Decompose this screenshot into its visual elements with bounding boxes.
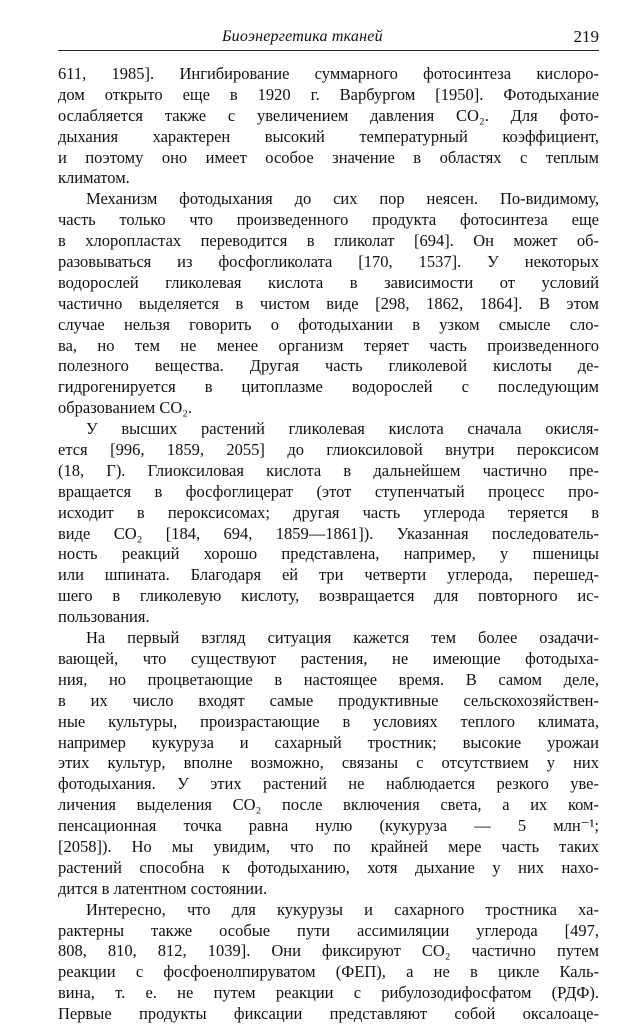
text-line: ные культуры, произрастающие в условиях теплого климата, xyxy=(58,711,599,731)
text-line: полезного вещества. Другая часть гликолевой кислоты де- xyxy=(58,356,599,376)
text-line: Интересно, что для кукурузы и сахарного тростника ха- xyxy=(86,899,599,919)
text-line: случае нельзя говорить о фотодыхании в узком смысле сло- xyxy=(58,314,599,334)
text-line: разовываться из фосфогликолата [170, 1537]. У некоторых xyxy=(58,252,599,272)
text-line: дыхания характерен высокий температурный коэффициент, xyxy=(58,126,599,146)
text-line: климатом. xyxy=(58,168,130,188)
text-line: растений способна к фотодыханию, хотя дыхание у них нахо- xyxy=(58,857,599,877)
page-number: 219 xyxy=(573,27,599,46)
text-line: 611, 1985]. Ингибирование суммарного фотосинтеза кислоро- xyxy=(58,64,599,83)
text-line: дится в латентном состоянии. xyxy=(58,878,268,898)
text-line: образованием CO₂. xyxy=(58,398,193,418)
text-line: шего в гликолевую кислоту, возвращается для повторного ис- xyxy=(58,586,599,606)
text-line: фотодыхания. У этих растений не наблюдается резкого уве- xyxy=(58,774,599,794)
text-line: и поэтому оно имеет особое значение в областях с теплым xyxy=(58,147,599,167)
text-line: дом открыто еще в 1920 г. Варбургом [1950]. Фотодыхание xyxy=(58,84,599,104)
text-line: 808, 810, 812, 1039]. Они фиксируют CO₂ частично путем xyxy=(58,941,599,961)
text-line: У высших растений гликолевая кислота сначала окисля- xyxy=(86,419,599,439)
text-line: частично выделяется в чистом виде [298, 1862, 1864]. В этом xyxy=(58,293,599,313)
text-line: в хлоропластах переводится в гликолат [694]. Он может об- xyxy=(58,231,599,251)
running-title: Биоэнергетика тканей xyxy=(222,28,383,45)
text-line: ность реакций хорошо представлена, например, у пшеницы xyxy=(58,544,599,564)
text-line: часть только что произведенного продукта фотосинтеза еще xyxy=(58,210,599,230)
text-line: Первые продукты фиксации представляют собой оксалоаце- xyxy=(58,1004,599,1024)
text-line: Механизм фотодыхания до сих пор неясен. По-видимому, xyxy=(86,189,599,209)
text-line: исходит в пероксисомах; другая часть углерода теряется в xyxy=(58,502,599,522)
text-line: (18, Г). Глиоксиловая кислота в дальнейшем частично пре- xyxy=(58,460,599,480)
text-line: [2058]). Но мы увидим, что по крайней мере часть таких xyxy=(58,836,599,856)
text-line: ния, но процветающие в настоящее время. В самом деле, xyxy=(58,669,599,689)
text-line: этих культур, вполне возможно, связаны с отсутствием у них xyxy=(58,753,599,773)
text-line: виде CO₂ [184, 694, 1859—1861]). Указанная последователь- xyxy=(58,523,599,543)
text-line: например кукуруза и сахарный тростник; высокие урожаи xyxy=(58,732,599,752)
running-header xyxy=(58,26,599,51)
text-line: ва, но тем не менее организм теряет часть произведенного xyxy=(58,335,599,355)
text-line: в их число входят самые продуктивные сельскохозяйствен- xyxy=(58,690,599,710)
text-line: На первый взгляд ситуация кажется тем более озадачи- xyxy=(86,628,599,648)
text-line: пенсационная точка равна нулю (кукуруза — 5 млн⁻¹; xyxy=(58,816,599,836)
text-line: или шпината. Благодаря ей три четверти углерода, перешед- xyxy=(58,565,599,585)
text-line: рактерны также особые пути ассимиляции углерода [497, xyxy=(58,920,599,940)
text-line: ослабляется также с увеличением давления CO₂. Для фото- xyxy=(58,105,599,125)
text-line: вращается в фосфоглицерат (этот ступенчатый процесс про- xyxy=(58,481,599,501)
text-line: пользования. xyxy=(58,607,150,627)
text-line: вающей, что существуют растения, не имеющие фотодыха- xyxy=(58,648,599,668)
text-line: ется [996, 1859, 2055] до глиоксиловой внутри пероксисом xyxy=(58,440,599,460)
text-line: водорослей гликолевая кислота в зависимости от условий xyxy=(58,272,599,292)
text-line: гидрогенируется в цитоплазме водорослей с последующим xyxy=(58,377,599,397)
text-line: вина, т. е. не путем реакции с рибулозодифосфатом (РДФ). xyxy=(58,983,599,1003)
body-text xyxy=(58,64,599,1025)
text-line: реакции с фосфоенолпируватом (ФЕП), а не в цикле Каль- xyxy=(58,962,599,982)
text-line: личения выделения CO₂ после включения света, а их ком- xyxy=(58,795,599,815)
